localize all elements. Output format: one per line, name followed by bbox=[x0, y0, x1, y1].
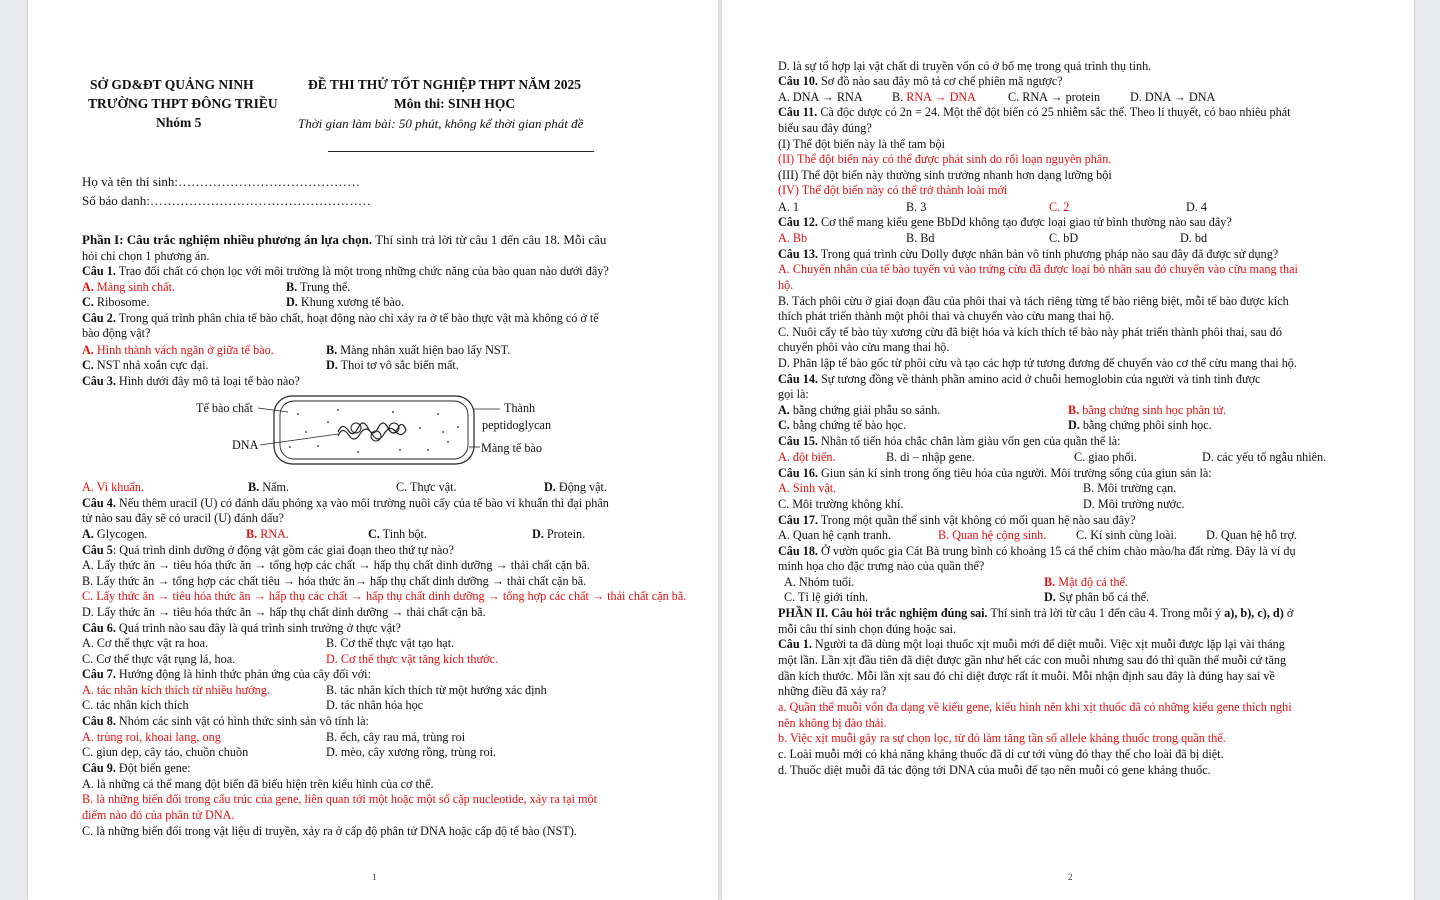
q4-option-c: C. Tinh bột. bbox=[368, 527, 427, 541]
exam-subject: Môn thi: SINH HỌC bbox=[394, 96, 516, 111]
q13-option-d: D. Phân lập tế bào gốc từ phôi cừu và tạo các hợp tử tương đương để chuyển vào cơ thể cừu mang thai hộ. bbox=[778, 356, 1297, 370]
q16-option-b: B. Môi trường cạn. bbox=[1083, 481, 1177, 495]
q6-option-d: D. Cơ thể thực vật tăng kích thước. bbox=[326, 652, 498, 666]
q10-option-b: B. RNA → DNA bbox=[892, 90, 976, 104]
part1-heading: Phần I: Câu trắc nghiệm nhiều phương án lựa chọn. Thí sinh trả lời từ câu 1 đến câu 18. Mỗi câu bbox=[82, 232, 607, 247]
q15-option-c: C. giao phối. bbox=[1074, 450, 1137, 464]
q12-option-c: C. bD bbox=[1049, 231, 1079, 245]
q17-option-d: D. Quan hệ hỗ trợ. bbox=[1206, 528, 1298, 542]
q9-option-d: D. là sự tổ hợp lại vật chất di truyền vốn có ở bố mẹ trong quá trình thụ tinh. bbox=[778, 59, 1152, 73]
q17-option-a: A. Quan hệ cạnh tranh. bbox=[778, 528, 892, 542]
question-4: Câu 4. Nếu thêm uracil (U) có đánh dấu phóng xạ vào môi trường nuôi cấy của tế bào vi khuẩn thì đại phân bbox=[82, 496, 609, 510]
q18-option-c: C. Tỉ lệ giới tính. bbox=[784, 590, 869, 604]
q18-option-a: A. Nhóm tuổi. bbox=[784, 575, 855, 589]
question-9: Câu 9. Đột biến gene: bbox=[82, 761, 191, 775]
q1-option-c: C. Ribosome. bbox=[82, 295, 150, 309]
q11-statement-2: (II) Thể đột biến này có thể được phát sinh do rối loạn nguyên phân. bbox=[778, 152, 1112, 166]
q5-option-c: C. Lấy thức ăn → tiêu hóa thức ăn → hấp thụ các chất → hấp thụ chất dinh dưỡng → tổng hợp các chất → thải chất cặn bã. bbox=[82, 589, 687, 603]
part2-question-1-line3: dần kích thước. Mỗi lần xịt sau đó chỉ diệt được rất ít muỗi. Mỗi nhận định sau đây là đúng hay sai về bbox=[778, 669, 1275, 683]
label-cell-wall: Thành bbox=[504, 401, 536, 415]
q11-option-b: B. 3 bbox=[906, 200, 927, 214]
q4-option-d: D. Protein. bbox=[532, 527, 586, 541]
question-4-cont: tử nào sau đây sẽ có uracil (U) đánh dấu? bbox=[82, 511, 284, 525]
question-1: Câu 1. Trao đổi chất có chọn lọc với môi trường là một trong những chức năng của bào quan nào dưới đây? bbox=[82, 264, 609, 278]
question-16: Câu 16. Giun sán kí sinh trong ống tiêu hóa của người. Môi trường sống của giun sán là: bbox=[778, 466, 1212, 480]
q11-option-c: C. 2 bbox=[1049, 200, 1070, 214]
label-cell-membrane: Màng tế bào bbox=[481, 441, 542, 455]
q11-option-a: A. 1 bbox=[778, 200, 799, 214]
question-15: Câu 15. Nhân tố tiến hóa chắc chắn làm giàu vốn gen của quần thể là: bbox=[778, 434, 1121, 448]
question-11-cont: biểu sau đây đúng? bbox=[778, 121, 872, 135]
q5-option-d: D. Lấy thức ăn → tiêu hóa thức ăn → hấp thụ chất dinh dưỡng → thải chất cặn bã. bbox=[82, 605, 486, 619]
question-6: Câu 6. Quá trình nào sau đây là quá trình sinh trưởng ở thực vật? bbox=[82, 621, 401, 635]
q2-option-a: A. Hình thành vách ngăn ở giữa tế bào. bbox=[82, 343, 274, 357]
q8-option-b: B. ếch, cây rau má, trùng roi bbox=[326, 730, 466, 744]
q11-statement-3: (III) Thể đột biến này thường sinh trưởng nhanh hơn dạng lưỡng bội bbox=[778, 168, 1112, 182]
question-14: Câu 14. Sự tương đồng về thành phần amino acid ở chuỗi hemoglobin của người và tinh tinh được bbox=[778, 372, 1261, 386]
q18-option-b: B. Mật độ cá thể. bbox=[1044, 575, 1128, 589]
part2-heading: PHẦN II. Câu hỏi trắc nghiệm đúng sai. Thí sinh trả lời từ câu 1 đến câu 4. Trong mỗi ý a), b), c), d) ở bbox=[778, 606, 1294, 620]
q7-option-d: D. tác nhân hóa học bbox=[326, 698, 424, 712]
question-3: Câu 3. Hình dưới đây mô tả loại tế bào nào? bbox=[82, 374, 300, 388]
p2q1-statement-a: a. Quần thể muỗi vốn đa dạng về kiểu gene, kiểu hình nên khi xịt thuốc đã có những kiểu gene thích nghi bbox=[778, 700, 1292, 714]
q13-option-a: A. Chuyển nhân của tế bào tuyến vú vào trứng cừu đã được loại bỏ nhân sau đó chuyển vào cừu mang thai bbox=[778, 262, 1298, 276]
q8-option-d: D. mèo, cây xương rồng, trùng roi. bbox=[326, 745, 497, 759]
p2q1-statement-d: d. Thuốc diệt muỗi đã tác động tới DNA của muỗi để tạo nên muỗi có gene kháng thuốc. bbox=[778, 763, 1211, 777]
q17-option-b: B. Quan hệ cộng sinh. bbox=[938, 528, 1047, 542]
part2-instruction: mỗi câu thí sinh chọn đúng hoặc sai. bbox=[778, 622, 957, 636]
q2-option-d: D. Thoi tơ vô sắc biến mất. bbox=[326, 358, 459, 372]
question-11: Câu 11. Cà độc dược có 2n = 24. Một thể đột biến có 25 nhiễm sắc thể. Theo lí thuyết, có bao nhiêu phát bbox=[778, 105, 1291, 119]
q13-option-c-cont: chuyển phôi vào cừu mang thai hộ. bbox=[778, 340, 950, 354]
q10-option-d: D. DNA → DNA bbox=[1130, 90, 1216, 104]
q13-option-b: B. Tách phôi cừu ở giai đoạn đầu của phôi thai và tách riêng từng tế bào riêng biệt, mỗi tế bào được kích bbox=[778, 294, 1289, 308]
q4-option-b: B. RNA. bbox=[246, 527, 290, 541]
q14-option-b: B. bằng chứng sinh học phân tử. bbox=[1068, 403, 1227, 417]
q17-option-c: C. Kí sinh cùng loài. bbox=[1076, 528, 1177, 542]
question-8: Câu 8. Nhóm các sinh vật có hình thức sinh sản vô tính là: bbox=[82, 714, 369, 728]
q11-statement-1: (I) Thể đột biến này là thể tam bội bbox=[778, 137, 945, 151]
q2-option-b: B. Màng nhân xuất hiện bao lấy NST. bbox=[326, 343, 511, 357]
q8-option-c: C. giun dẹp, cây táo, chuồn chuồn bbox=[82, 745, 249, 759]
student-id-field: Số báo danh:…………………………………………… bbox=[82, 193, 371, 208]
q7-option-a: A. tác nhân kích thích từ nhiều hướng. bbox=[82, 683, 270, 697]
page-number: 1 bbox=[372, 872, 377, 882]
dept-name: SỞ GD&ĐT QUẢNG NINH bbox=[90, 77, 254, 92]
q7-option-c: C. tác nhân kích thích bbox=[82, 698, 189, 712]
q18-option-d: D. Sự phân bố cá thể. bbox=[1044, 590, 1150, 604]
part2-question-1-line2: một lần. Lần xịt đầu tiên đã diệt được gần như hết các con muỗi nhưng sau đó thì quần thể muỗi cứ tăng bbox=[778, 653, 1287, 667]
header-divider bbox=[328, 151, 594, 152]
q6-option-b: B. Cơ thể thực vật tạo hạt. bbox=[326, 636, 455, 650]
cell-drawing-icon bbox=[188, 392, 568, 472]
q16-option-d: D. Môi trường nước. bbox=[1083, 497, 1185, 511]
q1-option-d: D. Khung xương tế bào. bbox=[286, 295, 404, 309]
q14-option-c: C. bằng chứng tế bào học. bbox=[778, 418, 907, 432]
part2-question-1-line4: những điều đã xảy ra? bbox=[778, 684, 887, 698]
p2q1-statement-a-cont: nên không bị đào thải. bbox=[778, 716, 887, 730]
p2q1-statement-b: b. Việc xịt muỗi gây ra sự chọn lọc, từ đó làm tăng tần số allele kháng thuốc trong quần thể. bbox=[778, 731, 1226, 745]
q14-option-a: A. bằng chứng giải phẫu so sánh. bbox=[778, 403, 941, 417]
question-17: Câu 17. Trong một quần thể sinh vật không có mối quan hệ nào sau đây? bbox=[778, 513, 1136, 527]
q9-option-a: A. là những cá thể mang đột biến đã biểu hiện trên kiểu hình của cơ thể. bbox=[82, 777, 434, 791]
p2q1-statement-c: c. Loài muỗi mới có khả năng kháng thuốc đã di cư tới vùng đó thay thế cho loài đã bị diệt. bbox=[778, 747, 1224, 761]
q3-option-c: C. Thực vật. bbox=[396, 480, 457, 494]
question-14-cont: gọi là: bbox=[778, 387, 809, 401]
question-13: Câu 13. Trong quá trình cừu Dolly được nhân bản vô tính phương pháp nào sau đây đã được sử dụng? bbox=[778, 247, 1279, 261]
part1-instruction: hỏi chỉ chọn 1 phương án. bbox=[82, 249, 210, 263]
label-dna: DNA bbox=[232, 438, 259, 452]
q5-option-b: B. Lấy thức ăn → tổng hợp các chất tiêu → hóa thức ăn→ hấp thụ chất dinh dưỡng → thải chất cặn bã. bbox=[82, 574, 587, 588]
question-12: Câu 12. Cơ thể mang kiểu gene BbDd không tạo được loại giao tử bình thường nào sau đây? bbox=[778, 215, 1232, 229]
q2-option-c: C. NST nhả xoắn cực đại. bbox=[82, 358, 209, 372]
label-cytoplasm: Tế bào chất bbox=[196, 401, 253, 415]
question-18: Câu 18. Ở vườn quốc gia Cát Bà trung bình có khoảng 15 cá thể chim chào mào/ha đất rừng. Đây là ví dụ bbox=[778, 544, 1296, 558]
question-10: Câu 10. Sơ đồ nào sau đây mô tả cơ chế phiên mã ngược? bbox=[778, 74, 1063, 88]
exam-title: ĐỀ THI THỬ TỐT NGHIỆP THPT NĂM 2025 bbox=[308, 77, 581, 92]
q10-option-a: A. DNA → RNA bbox=[778, 90, 863, 104]
q13-option-c: C. Nuôi cấy tế bào tủy xương cừu đã biệt hóa và kích thích tế bào này phát triển thành phôi thai, sau đó bbox=[778, 325, 1282, 339]
q3-option-a: A. Vi khuẩn. bbox=[82, 480, 145, 494]
q3-option-b: B. Nấm. bbox=[248, 480, 289, 494]
exam-page-1 bbox=[28, 0, 718, 900]
q16-option-c: C. Môi trường không khí. bbox=[778, 497, 904, 511]
q7-option-b: B. tác nhân kích thích từ một hướng xác định bbox=[326, 683, 547, 697]
q15-option-a: A. đột biến. bbox=[778, 450, 836, 464]
q14-option-d: D. bằng chứng phôi sinh học. bbox=[1068, 418, 1212, 432]
q4-option-a: A. Glycogen. bbox=[82, 527, 148, 541]
q13-option-a-cont: hộ. bbox=[778, 278, 794, 292]
q10-option-c: C. RNA → protein bbox=[1008, 90, 1101, 104]
question-2-cont: bào động vật? bbox=[82, 326, 151, 340]
q9-option-b: B. là những biến đổi trong cấu trúc của gene, liên quan tới một hoặc một số cặp nucleotide, xảy ra tại một bbox=[82, 792, 597, 806]
q11-statement-4: (IV) Thể đột biến này có thể trở thành loài mới bbox=[778, 183, 1008, 197]
question-7: Câu 7. Hướng động là hình thức phản ứng của cây đối với: bbox=[82, 667, 371, 681]
q9-option-b-cont: điểm nào đó của phân tử DNA. bbox=[82, 808, 235, 822]
q12-option-b: B. Bd bbox=[906, 231, 935, 245]
q13-option-b-cont: thích phát triển thành một phôi thai và chuyển vào cừu mang thai hộ. bbox=[778, 309, 1115, 323]
group-name: Nhóm 5 bbox=[156, 115, 202, 130]
q11-option-d: D. 4 bbox=[1186, 200, 1207, 214]
q1-option-a: A. Màng sinh chất. bbox=[82, 280, 176, 294]
q12-option-d: D. bd bbox=[1180, 231, 1208, 245]
q15-option-b: B. di – nhập gene. bbox=[886, 450, 975, 464]
label-peptidoglycan: peptidoglycan bbox=[482, 418, 552, 432]
q5-option-a: A. Lấy thức ăn → tiêu hóa thức ăn → tổng hợp các chất → hấp thụ chất dinh dưỡng → thải chất cặn bã. bbox=[82, 558, 590, 572]
q16-option-a: A. Sinh vật. bbox=[778, 481, 837, 495]
question-2: Câu 2. Trong quá trình phân chia tế bào chất, hoạt động nào chỉ xảy ra ở tế bào thực vật mà không có ở tế bbox=[82, 311, 599, 325]
q3-option-d: D. Động vật. bbox=[544, 480, 607, 494]
q6-option-a: A. Cơ thể thực vật ra hoa. bbox=[82, 636, 209, 650]
school-name: TRƯỜNG THPT ĐÔNG TRIỀU bbox=[88, 96, 278, 111]
q12-option-a: A. Bb bbox=[778, 231, 808, 245]
page-number: 2 bbox=[1068, 872, 1073, 882]
exam-time: Thời gian làm bài: 50 phút, không kể thời gian phát đề bbox=[298, 116, 584, 131]
question-18-cont: minh họa cho đặc trưng nào của quần thể? bbox=[778, 559, 985, 573]
q8-option-a: A. trùng roi, khoai lang, ong bbox=[82, 730, 221, 744]
student-name-field: Họ và tên thí sinh:…………………………………… bbox=[82, 174, 361, 189]
q1-option-b: B. Trung thể. bbox=[286, 280, 351, 294]
q9-option-c: C. là những biến đổi trong vật liệu di truyền, xảy ra ở cấp độ phân tử DNA hoặc cấp độ tế bào (NST). bbox=[82, 824, 577, 838]
q6-option-c: C. Cơ thể thực vật rụng lá, hoa. bbox=[82, 652, 236, 666]
question-5: Câu 5: Quá trình dinh dưỡng ở động vật gồm các giai đoạn theo thứ tự nào? bbox=[82, 543, 454, 557]
bacterial-cell-diagram bbox=[188, 392, 568, 472]
exam-page-2 bbox=[722, 0, 1414, 900]
part2-question-1: Câu 1. Người ta đã dùng một loại thuốc xịt muỗi mới để diệt muỗi. Việc xịt muỗi được lặp lại vài tháng bbox=[778, 637, 1285, 651]
q15-option-d: D. các yếu tố ngẫu nhiên. bbox=[1202, 450, 1327, 464]
